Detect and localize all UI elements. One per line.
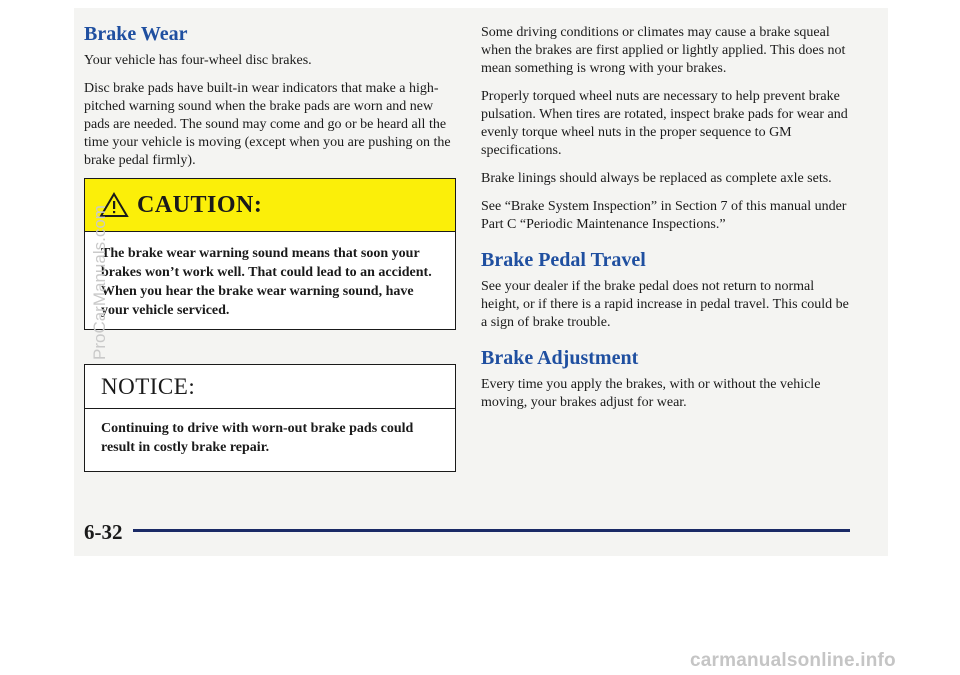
caution-text: The brake wear warning sound means that soon your brakes won’t work well. That could lead to an accident. When you hear the brake wear warning sound, have your vehicle serviced.	[101, 246, 432, 318]
left-column	[84, 22, 456, 170]
heading-brake-adjustment: Brake Adjustment	[481, 347, 639, 369]
caution-box	[84, 178, 456, 330]
paragraph-linings: Brake linings should always be replaced as complete axle sets.	[481, 171, 832, 186]
page-number: 6-32	[84, 520, 123, 544]
paragraph-inspection-reference: See “Brake System Inspection” in Section 7 of this manual under Part C “Periodic Maintenance Inspections.”	[481, 199, 847, 232]
notice-text: Continuing to drive with worn-out brake pads could result in costly brake repair.	[101, 421, 414, 455]
paragraph-brake-adjustment: Every time you apply the brakes, with or without the vehicle moving, your brakes adjust for wear.	[481, 377, 821, 410]
watermark-bottom: carmanualsonline.info	[690, 650, 896, 671]
notice-header	[85, 365, 455, 409]
notice-title: NOTICE:	[101, 373, 196, 399]
heading-brake-wear: Brake Wear	[84, 23, 188, 45]
paragraph-brake-squeal: Some driving conditions or climates may cause a brake squeal when the brakes are first applied or lightly applied. This does not mean something is wrong with your brakes.	[481, 25, 846, 76]
watermark-side: ProCarManuals.com	[90, 205, 109, 360]
heading-brake-pedal-travel: Brake Pedal Travel	[481, 249, 646, 271]
caution-header	[85, 179, 455, 232]
footer-rule	[133, 529, 850, 532]
notice-box	[84, 364, 456, 472]
paragraph-wheel-nuts: Properly torqued wheel nuts are necessary to help prevent brake pulsation. When tires are rotated, inspect brake pads for wear and evenly torque wheel nuts in the proper sequence to GM specifications.	[481, 89, 848, 158]
right-column	[481, 24, 851, 412]
paragraph-pedal-travel: See your dealer if the brake pedal does not return to normal height, or if there is a rapid increase in pedal travel. This could be a sign of brake trouble.	[481, 279, 849, 330]
paragraph-disc-brakes: Your vehicle has four-wheel disc brakes.	[84, 53, 312, 68]
paragraph-wear-indicators: Disc brake pads have built-in wear indicators that make a high-pitched warning sound when the brake pads are worn and new pads are needed. The sound may come and go or be heard all the time your vehicle is moving (except when you are pushing on the brake pedal firmly).	[84, 81, 451, 168]
caution-title: CAUTION:	[137, 191, 263, 218]
